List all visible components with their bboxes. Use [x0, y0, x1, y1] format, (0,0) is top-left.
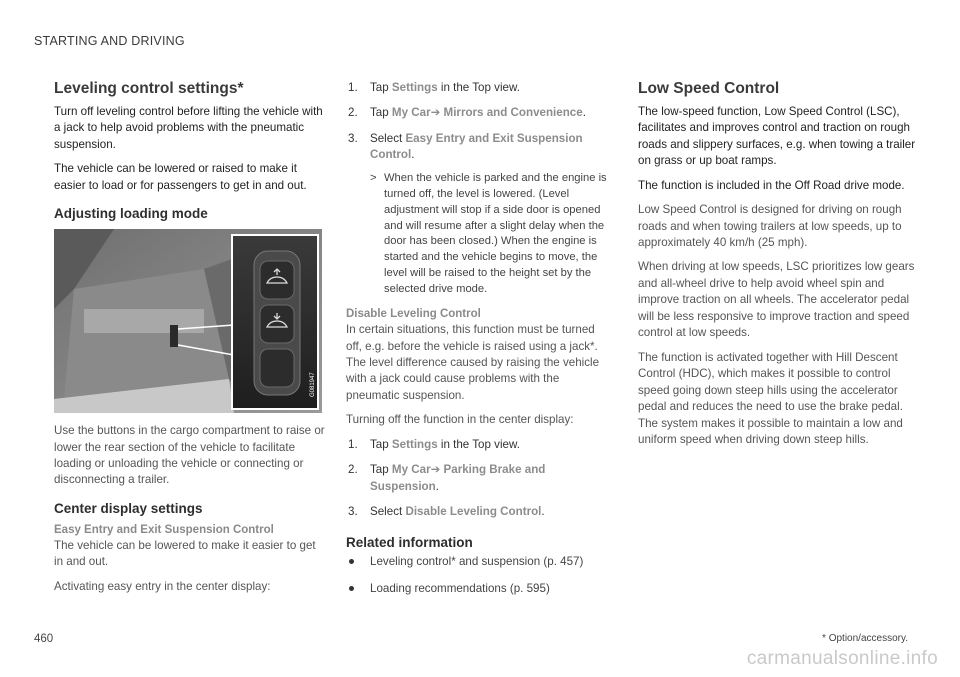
paragraph-cargo-buttons: Use the buttons in the cargo compartment to raise or lower the rear section of the vehicle to facilitate loading or unloading the vehicle or connecting or disconnecting a trailer.: [54, 424, 325, 487]
steps-disable-leveling: [346, 437, 608, 521]
paragraph-lower-raise: The vehicle can be lowered or raised to make it easier to load or for passengers to get in and out.: [54, 162, 307, 192]
subheading-center-display: Center display settings: [54, 500, 203, 516]
related-link[interactable]: Leveling control* and suspension (p. 457): [346, 554, 608, 570]
paragraph-lsc-designed: Low Speed Control is designed for driving on rough roads and when towing trailers at low speeds, up to approximately 40 km/h (25 mph).: [638, 203, 902, 249]
menu-path: My Car: [391, 106, 431, 120]
related-link[interactable]: Loading recommendations (p. 595): [346, 581, 608, 597]
minor-heading-easy-entry: Easy Entry and Exit Suspension Control: [54, 523, 274, 536]
arrow-right-icon: ➔: [430, 106, 441, 120]
paragraph-easy-entry: The vehicle can be lowered to make it easier to get in and out.: [54, 538, 316, 569]
paragraph-hdc: The function is activated together with Hill Descent Control (HDC), which makes it possible to control speed going down steep hills using the accelerator pedal and reduces the need to use the brake pedal. The system makes it possible to maintain a low and uniform speed when driving down steep hills.: [638, 350, 903, 446]
column-right: [638, 80, 916, 456]
menu-path: Mirrors and Convenience: [443, 106, 583, 120]
step-result: > When the vehicle is parked and the engine is turned off, the level is lowered. (Level adjustment will stop if a side door is opened and will resume after a slight delay when the door has been closed.) When the engine is started and the vehicle begins to move, the level will be raised to the height set by the selected drive mode.: [370, 171, 607, 296]
step-item: 2. Tap My Car➔ Mirrors and Convenience.: [348, 106, 586, 120]
paragraph-lsc-intro: The low-speed function, Low Speed Control (LSC), facilitates and improves control and traction on rough roads and slippery surfaces, e.g. when towing a trailer on grass or up boat ramps.: [638, 104, 916, 168]
subheading-loading-mode: Adjusting loading mode: [54, 206, 208, 222]
result-marker: >: [370, 171, 377, 184]
section-title-low-speed: Low Speed Control: [638, 80, 780, 97]
footnote-option: * Option/accessory.: [822, 633, 908, 644]
arrow-right-icon: ➔: [430, 463, 441, 477]
menu-path: Parking Brake and Suspension: [370, 463, 546, 493]
step-item: 1. Tap Settings in the Top view.: [348, 81, 520, 94]
paragraph-turn-off: In certain situations, this function must be turned off, e.g. before the vehicle is raised using a jack*. The level difference caused by raising the vehicle with a jack could cause problems with the pneumatic suspension.: [346, 323, 600, 402]
column-middle: [346, 80, 608, 609]
step-item: 2. Tap My Car➔ Parking Brake and Suspension.: [348, 463, 546, 493]
page-number: 460: [34, 633, 54, 645]
menu-path: Settings: [391, 437, 438, 451]
menu-path: Disable Leveling Control: [405, 505, 542, 519]
paragraph-lsc-gears: When driving at low speeds, LSC prioritizes low gears and all-wheel drive to help avoid wheel spin and improve traction on all wheels. The accelerator pedal will be less responsive to improve traction and speed control at low speeds.: [638, 260, 915, 340]
related-information-heading: Related information: [346, 534, 473, 550]
section-title-leveling: Leveling control settings*: [54, 80, 244, 97]
steps-easy-entry: [346, 80, 608, 164]
paragraph-activating: Activating easy entry in the center display:: [54, 579, 271, 593]
bullet-icon: [349, 559, 354, 564]
column-left: [54, 80, 326, 603]
paragraph-turning-off: Turning off the function in the center display:: [346, 413, 574, 427]
menu-path: Settings: [391, 81, 438, 94]
running-header: STARTING AND DRIVING: [34, 34, 185, 48]
image-code: G081947: [310, 372, 316, 398]
related-links: [346, 554, 608, 598]
step-item: 3. Select Easy Entry and Exit Suspension Control.: [348, 131, 583, 162]
menu-path: Easy Entry and Exit Suspension Control: [370, 131, 583, 162]
step-item: 1. Tap Settings in the Top view.: [348, 437, 520, 451]
minor-heading-disable-leveling: Disable Leveling Control: [346, 308, 481, 321]
cargo-buttons-illustration: [54, 229, 322, 413]
paragraph-off-road: The function is included in the Off Road drive mode.: [638, 178, 905, 192]
step-item: 3. Select Disable Leveling Control.: [348, 505, 545, 519]
watermark: carmanualsonline.info: [746, 648, 938, 669]
paragraph-jack-warning: Turn off leveling control before lifting the vehicle with a jack to help avoid problems with the pneumatic suspension.: [54, 104, 323, 151]
menu-path: My Car: [391, 463, 431, 477]
cargo-compartment-image: [54, 229, 322, 413]
bullet-icon: [349, 586, 354, 591]
